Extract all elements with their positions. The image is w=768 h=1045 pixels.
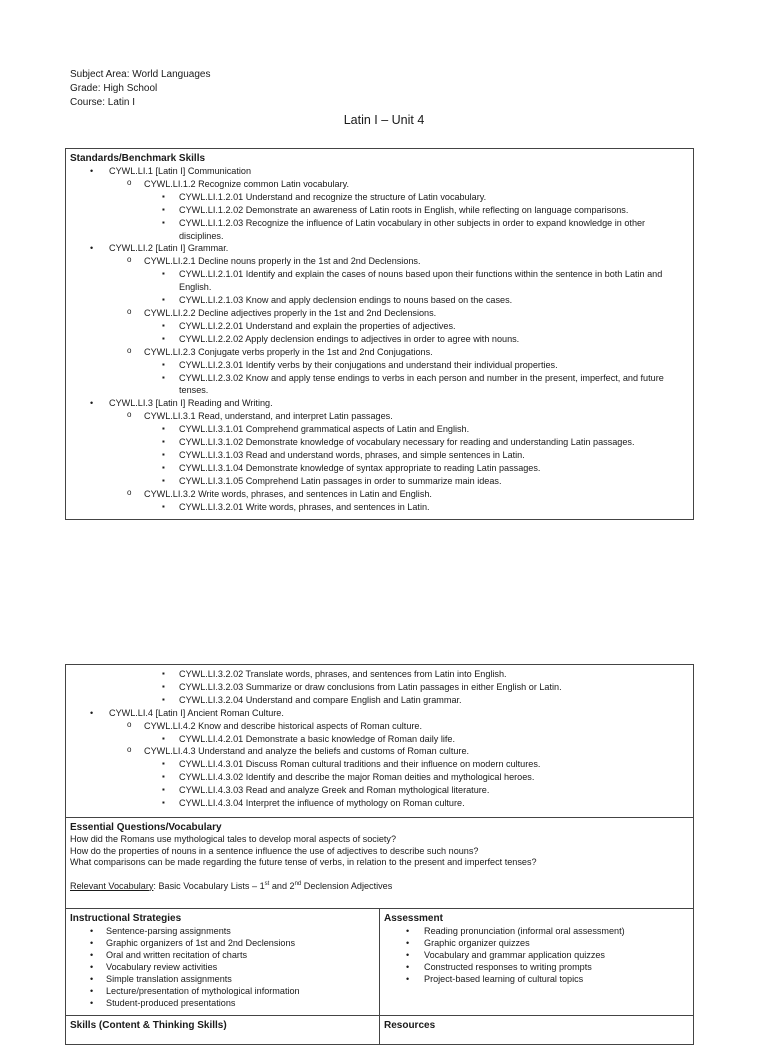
standard-item-level-1: • CYWL.LI.1 [Latin I] Communication <box>70 165 688 178</box>
standard-item-level-3: ▪ CYWL.LI.3.1.04 Demonstrate knowledge of syntax appropriate to reading Latin passages. <box>70 462 688 475</box>
list-item: • Lecture/presentation of mythological information <box>70 985 375 997</box>
vocab-label: Relevant Vocabulary <box>70 880 154 891</box>
standards-list-continued <box>70 668 688 810</box>
standard-item-level-1: • CYWL.LI.3 [Latin I] Reading and Writing. <box>70 397 688 410</box>
standard-item-level-3: ▪ CYWL.LI.4.3.02 Identify and describe the major Roman deities and mythological heroes. <box>70 771 688 784</box>
essential-heading: Essential Questions/Vocabulary <box>70 822 222 833</box>
standard-item-level-3: ▪ CYWL.LI.1.2.03 Recognize the influence of Latin vocabulary in other subjects in order to expand knowledge in other disciplines. <box>70 217 688 243</box>
standard-item-level-3: ▪ CYWL.LI.2.2.01 Understand and explain the properties of adjectives. <box>70 320 688 333</box>
standard-item-level-3: ▪ CYWL.LI.1.2.02 Demonstrate an awareness of Latin roots in English, while reflecting on language comparisons. <box>70 204 688 217</box>
list-item: • Student-produced presentations <box>70 997 375 1009</box>
course: Course: Latin I <box>70 97 136 108</box>
resources-box <box>379 1015 694 1045</box>
standard-item-level-3: ▪ CYWL.LI.2.3.01 Identify verbs by their conjugations and understand their individual properties. <box>70 359 688 372</box>
standard-item-level-3: ▪ CYWL.LI.3.1.03 Read and understand words, phrases, and simple sentences in Latin. <box>70 449 688 462</box>
standard-item-level-3: ▪ CYWL.LI.3.2.03 Summarize or draw conclusions from Latin passages in either English or Latin. <box>70 681 688 694</box>
standard-item-level-3: ▪ CYWL.LI.3.2.02 Translate words, phrases, and sentences from Latin into English. <box>70 668 688 681</box>
standard-item-level-2: o CYWL.LI.3.2 Write words, phrases, and sentences in Latin and English. <box>70 488 688 501</box>
standard-item-level-3: ▪ CYWL.LI.4.2.01 Demonstrate a basic knowledge of Roman daily life. <box>70 733 688 746</box>
list-item: • Vocabulary review activities <box>70 961 375 973</box>
grade: Grade: High School <box>70 83 158 94</box>
standards-heading: Standards/Benchmark Skills <box>70 153 206 164</box>
standard-item-level-3: ▪ CYWL.LI.2.3.02 Know and apply tense endings to verbs in each person and number in the present, imperfect, and future tenses. <box>70 372 688 398</box>
assessment-heading: Assessment <box>384 913 443 924</box>
standards-continued-box <box>65 664 694 818</box>
standard-item-level-1: • CYWL.LI.2 [Latin I] Grammar. <box>70 242 688 255</box>
standard-item-level-1: • CYWL.LI.4 [Latin I] Ancient Roman Culture. <box>70 707 688 720</box>
page-title: Latin I – Unit 4 <box>343 113 425 127</box>
list-item: • Vocabulary and grammar application quizzes <box>384 949 689 961</box>
standard-item-level-2: o CYWL.LI.4.3 Understand and analyze the beliefs and customs of Roman culture. <box>70 745 688 758</box>
list-item: • Graphic organizers of 1st and 2nd Declensions <box>70 937 375 949</box>
standard-item-level-3: ▪ CYWL.LI.2.1.01 Identify and explain the cases of nouns based upon their functions within the sentence in both Latin and English. <box>70 268 688 294</box>
resources-heading: Resources <box>384 1020 436 1031</box>
standard-item-level-2: o CYWL.LI.1.2 Recognize common Latin vocabulary. <box>70 178 688 191</box>
essential-questions-box <box>65 817 694 909</box>
skills-heading: Skills (Content & Thinking Skills) <box>70 1020 227 1031</box>
standard-item-level-2: o CYWL.LI.2.3 Conjugate verbs properly in the 1st and 2nd Conjugations. <box>70 346 688 359</box>
subject-area: Subject Area: World Languages <box>70 69 211 80</box>
list-item: • Simple translation assignments <box>70 973 375 985</box>
standards-box <box>65 148 694 520</box>
standard-item-level-3: ▪ CYWL.LI.2.1.03 Know and apply declension endings to nouns based on the cases. <box>70 294 688 307</box>
standard-item-level-3: ▪ CYWL.LI.3.2.04 Understand and compare English and Latin grammar. <box>70 694 688 707</box>
list-item: • Reading pronunciation (informal oral assessment) <box>384 925 689 937</box>
standards-list <box>70 165 688 513</box>
list-item: • Graphic organizer quizzes <box>384 937 689 949</box>
standard-item-level-2: o CYWL.LI.2.2 Decline adjectives properly in the 1st and 2nd Declensions. <box>70 307 688 320</box>
assessment-box <box>379 908 694 1016</box>
vocab-text: Declension Adjectives <box>301 880 393 891</box>
standard-item-level-2: o CYWL.LI.2.1 Decline nouns properly in the 1st and 2nd Declensions. <box>70 255 688 268</box>
standard-item-level-3: ▪ CYWL.LI.2.2.02 Apply declension endings to adjectives in order to agree with nouns. <box>70 333 688 346</box>
vocab-sup: st <box>264 880 270 887</box>
list-item: • Constructed responses to writing prompts <box>384 961 689 973</box>
essential-question: What comparisons can be made regarding the future tense of verbs, in relation to the present and imperfect tenses? <box>70 857 537 867</box>
instructional-strategies-box <box>65 908 380 1016</box>
standard-item-level-3: ▪ CYWL.LI.4.3.01 Discuss Roman cultural traditions and their influence on modern cultures. <box>70 758 688 771</box>
essential-question: How did the Romans use mythological tales to develop moral aspects of society? <box>70 834 397 844</box>
standard-item-level-2: o CYWL.LI.3.1 Read, understand, and interpret Latin passages. <box>70 410 688 423</box>
standard-item-level-3: ▪ CYWL.LI.3.2.01 Write words, phrases, and sentences in Latin. <box>70 501 688 514</box>
standard-item-level-3: ▪ CYWL.LI.4.3.03 Read and analyze Greek and Roman mythological literature. <box>70 784 688 797</box>
standard-item-level-3: ▪ CYWL.LI.4.3.04 Interpret the influence of mythology on Roman culture. <box>70 797 688 810</box>
standard-item-level-3: ▪ CYWL.LI.3.1.01 Comprehend grammatical aspects of Latin and English. <box>70 423 688 436</box>
standard-item-level-3: ▪ CYWL.LI.3.1.05 Comprehend Latin passages in order to summarize main ideas. <box>70 475 688 488</box>
standard-item-level-3: ▪ CYWL.LI.1.2.01 Understand and recognize the structure of Latin vocabulary. <box>70 191 688 204</box>
list-item: • Sentence-parsing assignments <box>70 925 375 937</box>
standard-item-level-3: ▪ CYWL.LI.3.1.02 Demonstrate knowledge of vocabulary necessary for reading and understanding Latin passages. <box>70 436 688 449</box>
relevant-vocabulary <box>70 881 688 893</box>
standard-item-level-2: o CYWL.LI.4.2 Know and describe historical aspects of Roman culture. <box>70 720 688 733</box>
instructional-heading: Instructional Strategies <box>70 913 182 924</box>
instructional-list <box>70 925 375 1009</box>
essential-question: How do the properties of nouns in a sentence influence the use of adjectives to describe such nouns? <box>70 845 479 856</box>
vocab-sup: nd <box>294 880 302 887</box>
vocab-text: and 2 <box>269 880 295 891</box>
list-item: • Project-based learning of cultural topics <box>384 973 689 985</box>
skills-box <box>65 1015 380 1045</box>
list-item: • Oral and written recitation of charts <box>70 949 375 961</box>
vocab-text: : Basic Vocabulary Lists – 1 <box>153 880 265 891</box>
assessment-list <box>384 925 689 985</box>
